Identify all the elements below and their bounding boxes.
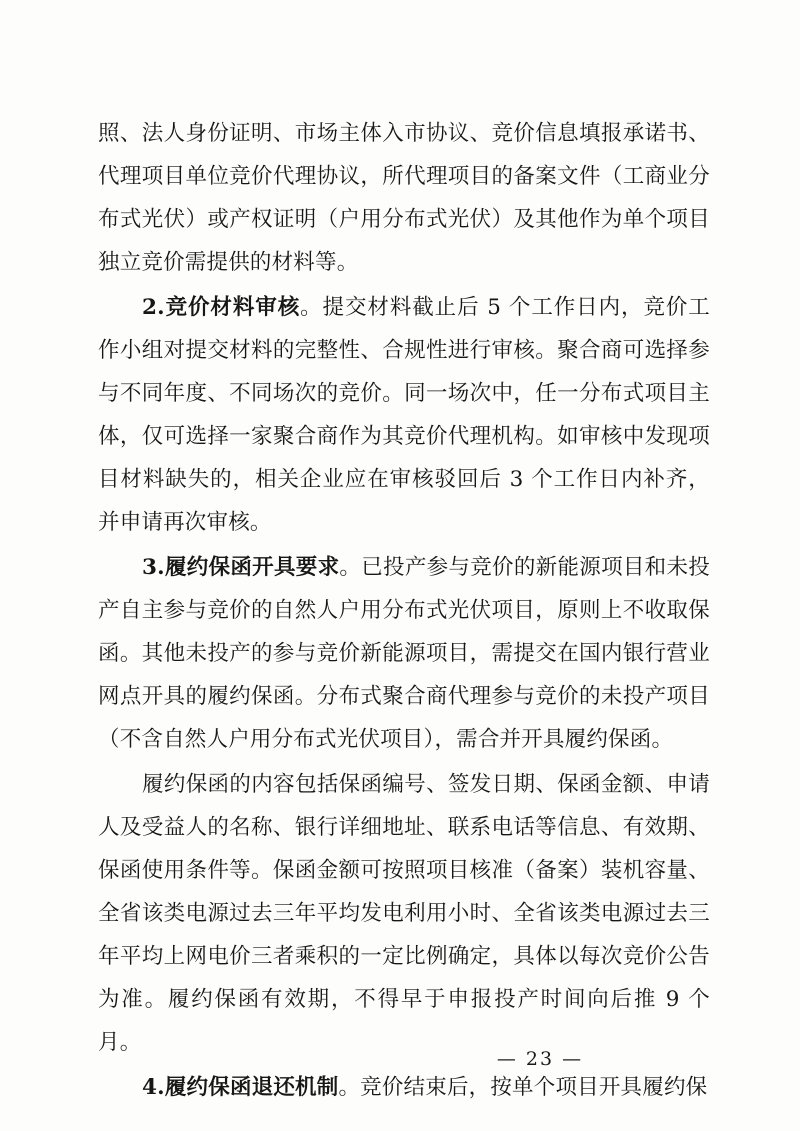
document-body (98, 112, 710, 1109)
paragraph-2 (98, 286, 710, 544)
page-number-text: — 23 — (496, 1048, 584, 1070)
page-number (0, 1048, 800, 1070)
paragraph-5-text: 。竞价结束后，按单个项目开具履约保 (338, 1075, 708, 1100)
paragraph-2-lead: 2.竞价材料审核 (142, 295, 301, 320)
paragraph-4 (98, 763, 710, 1064)
paragraph-1-text: 照、法人身份证明、市场主体入市协议、竞价信息填报承诺书、代理项目单位竞价代理协议，所代理项目的备案文件（工商业分布式光伏）或产权证明（户用分布式光伏）及其他作为单个项目独立竞价需提供的材料等。 (98, 121, 710, 275)
paragraph-5-lead: 4.履约保函退还机制 (142, 1075, 339, 1100)
paragraph-4-text: 履约保函的内容包括保函编号、签发日期、保函金额、申请人及受益人的名称、银行详细地址、联系电话等信息、有效期、保函使用条件等。保函金额可按照项目核准（备案）装机容量、全省该类电源过去三年平均发电利用小时、全省该类电源过去三年平均上网电价三者乘积的一定比例确定，具体以每次竞价公告为准。履约保函有效期，不得早于申报投产时间向后推 9 个月。 (98, 772, 710, 1055)
paragraph-3-text: 。已投产参与竞价的新能源项目和未投产自主参与竞价的自然人户用分布式光伏项目，原则上不收取保函。其他未投产的参与竞价新能源项目，需提交在国内银行营业网点开具的履约保函。分布式聚合商代理参与竞价的未投产项目（不含自然人户用分布式光伏项目），需合并开具履约保函。 (98, 555, 710, 752)
paragraph-2-text: 。提交材料截止后 5 个工作日内，竞价工作小组对提交材料的完整性、合规性进行审核。聚合商可选择参与不同年度、不同场次的竞价。同一场次中，任一分布式项目主体，仅可选择一家聚合商作为其竞价代理机构。如审核中发现项目材料缺失的，相关企业应在审核驳回后 3 个工作日内补齐，并申请再次审核。 (98, 295, 711, 535)
paragraph-3 (98, 546, 710, 761)
paragraph-5 (98, 1066, 710, 1109)
paragraph-3-lead: 3.履约保函开具要求 (142, 555, 340, 580)
paragraph-1 (98, 112, 710, 284)
